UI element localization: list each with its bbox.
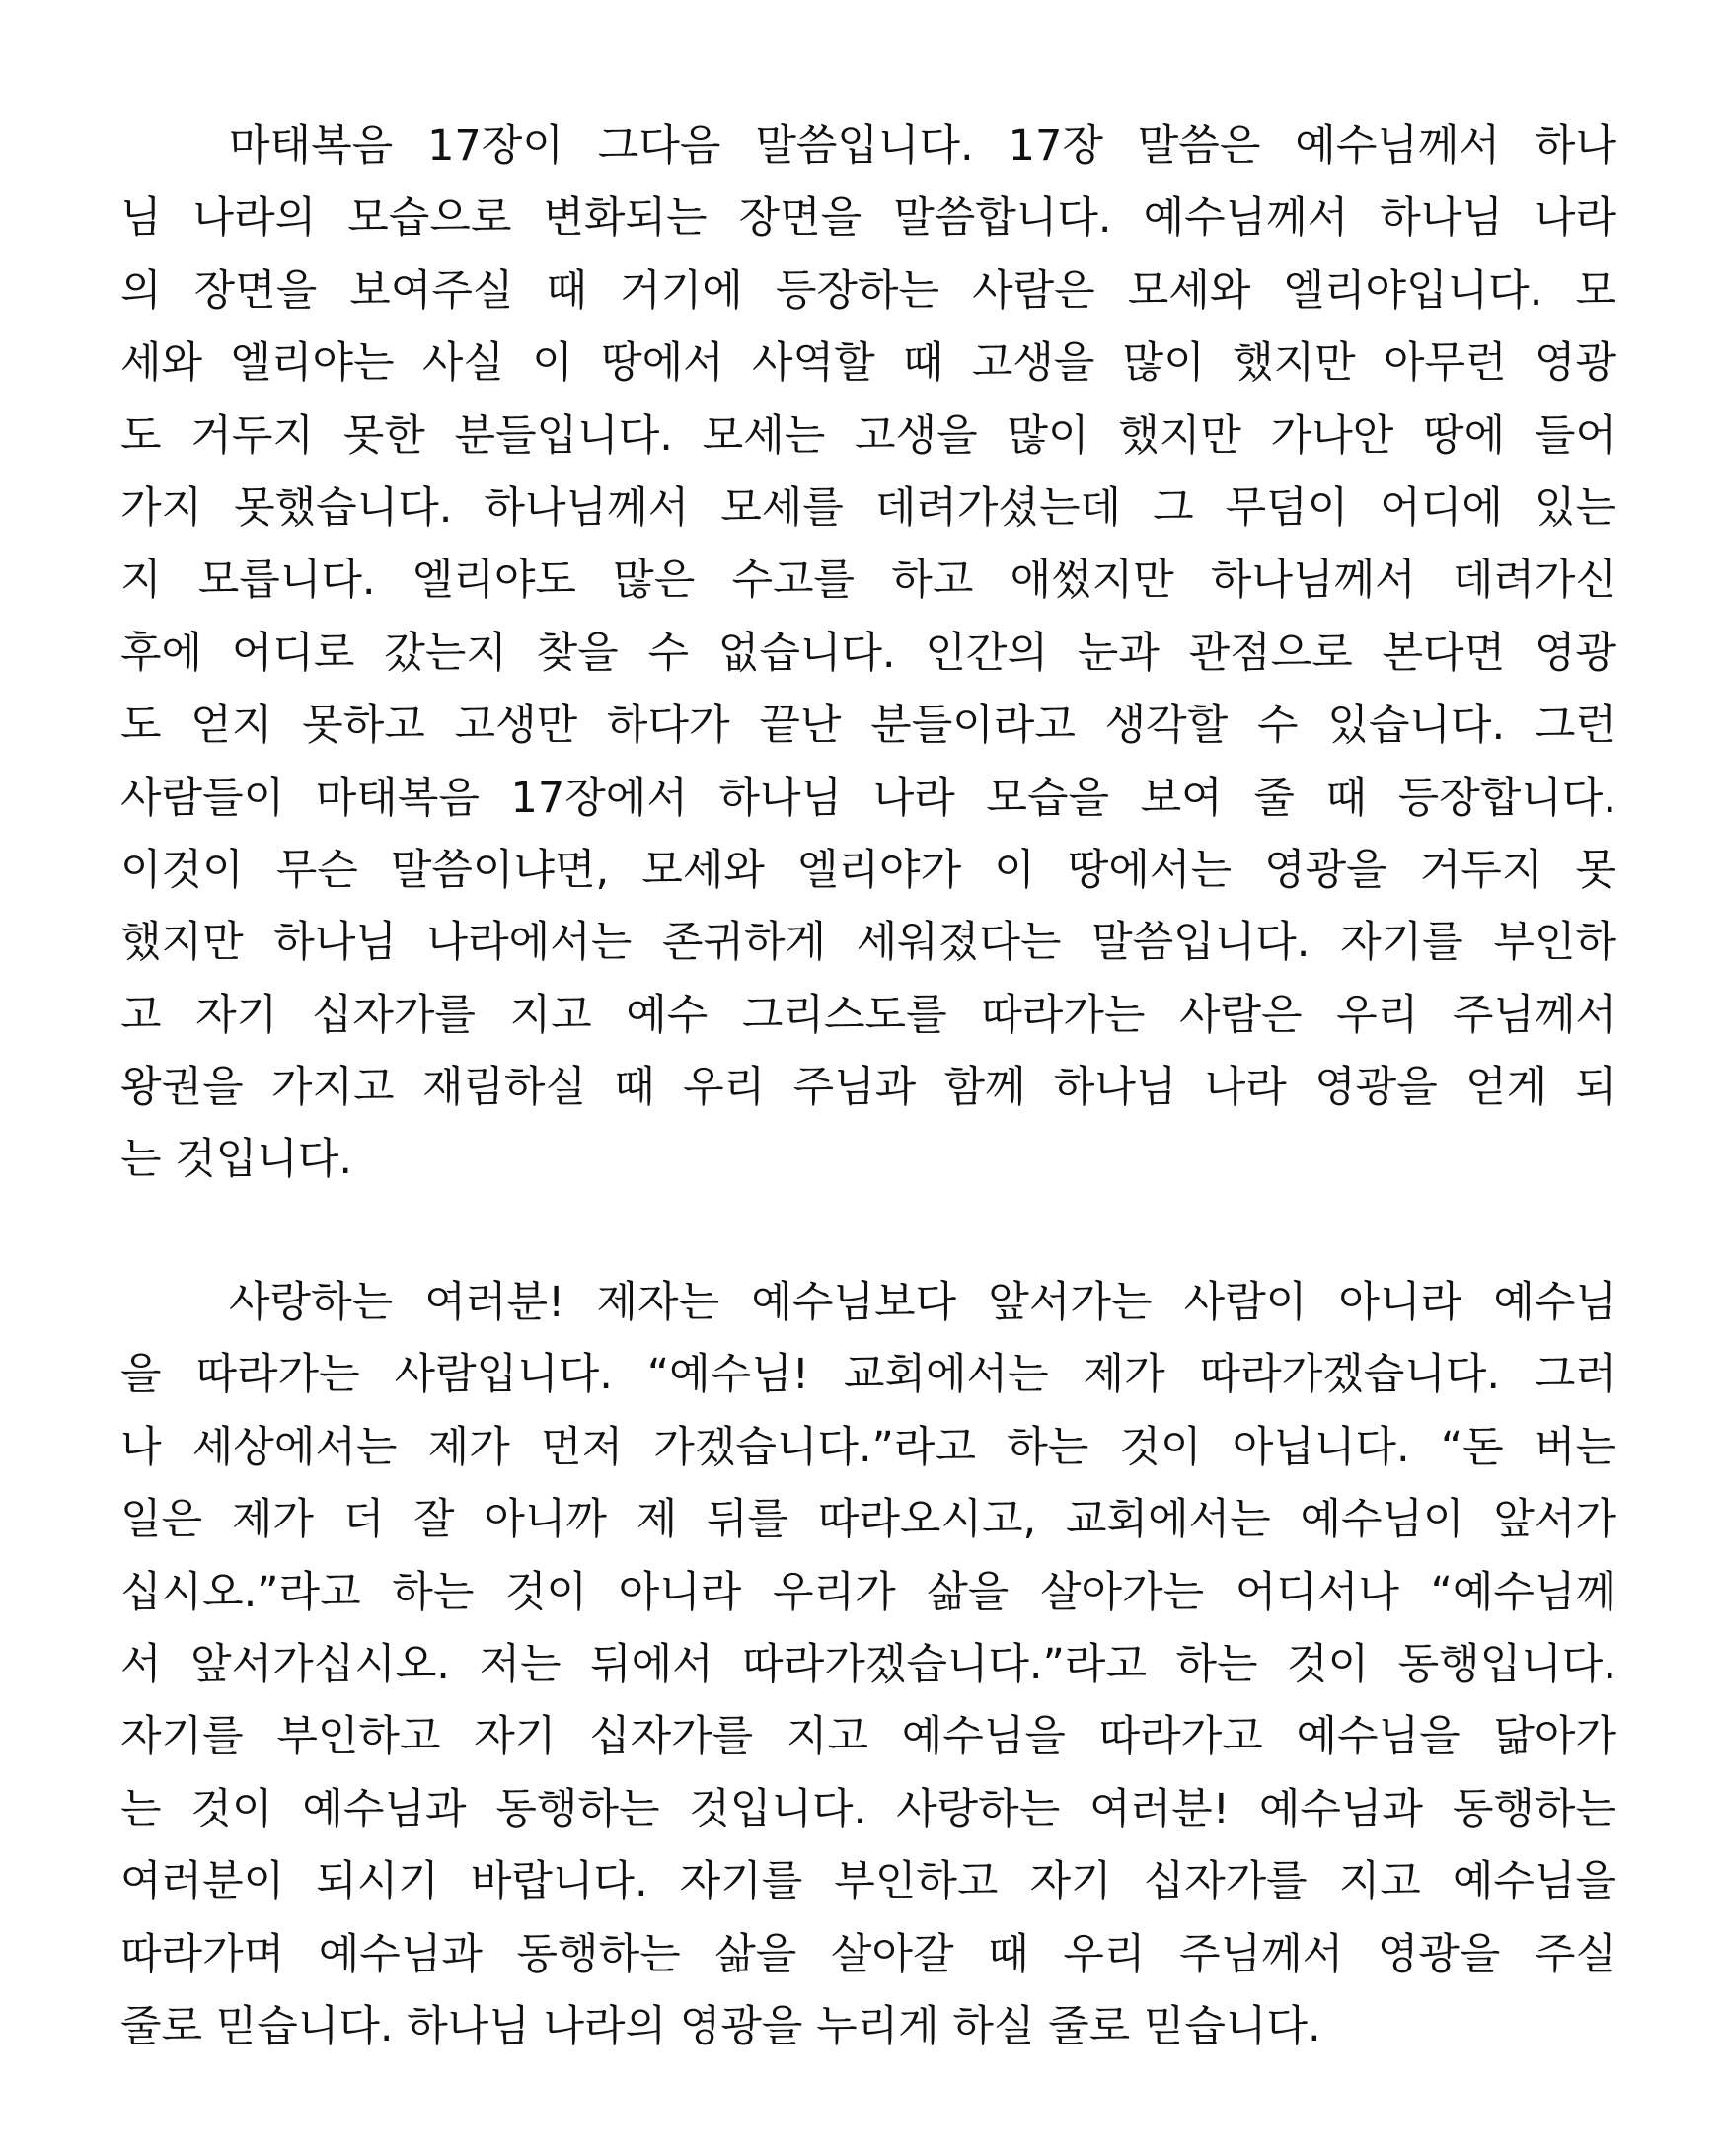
text-line: 님 나라의 모습으로 변화되는 장면을 말씀합니다. 예수님께서 하나님 나라 xyxy=(120,193,1616,244)
text-line: 왕권을 가지고 재림하실 때 우리 주님과 함께 하나님 나라 영광을 얻게 되 xyxy=(120,1063,1616,1113)
text-line: 사랑하는 여러분! 제자는 예수님보다 앞서가는 사람이 아니라 예수님 xyxy=(229,1278,1616,1327)
text-line: 마태복음 17장이 그다음 말씀입니다. 17장 말씀은 예수님께서 하나 xyxy=(229,121,1616,171)
text-line: 일은 제가 더 잘 아니까 제 뒤를 따라오시고, 교회에서는 예수님이 앞서가 xyxy=(120,1495,1616,1545)
text-line: 후에 어디로 갔는지 찾을 수 없습니다. 인간의 눈과 관점으로 본다면 영광 xyxy=(120,628,1616,678)
text-line: 는 것입니다. xyxy=(120,1135,353,1185)
paragraph-1 xyxy=(120,111,1616,1197)
text-line: 고 자기 십자가를 지고 예수 그리스도를 따라가는 사람은 우리 주님께서 xyxy=(120,990,1616,1040)
text-line: 을 따라가는 사람입니다. “예수님! 교회에서는 제가 따라가겠습니다. 그러 xyxy=(120,1350,1616,1400)
text-line: 도 거두지 못한 분들입니다. 모세는 고생을 많이 했지만 가나안 땅에 들어 xyxy=(120,410,1616,461)
text-line: 했지만 하나님 나라에서는 존귀하게 세워졌다는 말씀입니다. 자기를 부인하 xyxy=(120,918,1616,968)
text-line: 는 것이 예수님과 동행하는 것입니다. 사랑하는 여러분! 예수님과 동행하는 xyxy=(120,1784,1616,1834)
text-line: 의 장면을 보여주실 때 거기에 등장하는 사람은 모세와 엘리야입니다. 모 xyxy=(120,265,1616,316)
text-line: 세와 엘리야는 사실 이 땅에서 사역할 때 고생을 많이 했지만 아무런 영광 xyxy=(120,338,1616,389)
text-line: 여러분이 되시기 바랍니다. 자기를 부인하고 자기 십자가를 지고 예수님을 xyxy=(120,1857,1616,1907)
text-line: 따라가며 예수님과 동행하는 삶을 살아갈 때 우리 주님께서 영광을 주실 xyxy=(120,1929,1616,1979)
text-line: 가지 못했습니다. 하나님께서 모세를 데려가셨는데 그 무덤이 어디에 있는 xyxy=(120,483,1616,533)
text-line: 사람들이 마태복음 17장에서 하나님 나라 모습을 보여 줄 때 등장합니다. xyxy=(120,773,1616,823)
text-line: 나 세상에서는 제가 먼저 가겠습니다.”라고 하는 것이 아닙니다. “돈 버는 xyxy=(120,1422,1616,1472)
text-line: 지 모릅니다. 엘리야도 많은 수고를 하고 애썼지만 하나님께서 데려가신 xyxy=(120,556,1616,606)
text-line: 서 앞서가십시오. 저는 뒤에서 따라가겠습니다.”라고 하는 것이 동행입니다. xyxy=(120,1639,1616,1689)
paragraph-2 xyxy=(120,1267,1616,2063)
text-line: 줄로 믿습니다. 하나님 나라의 영광을 누리게 하실 줄로 믿습니다. xyxy=(120,2001,1321,2051)
text-line: 도 얻지 못하고 고생만 하다가 끝난 분들이라고 생각할 수 있습니다. 그런 xyxy=(120,701,1616,751)
text-line: 십시오.”라고 하는 것이 아니라 우리가 삶을 살아가는 어디서나 “예수님께 xyxy=(120,1567,1616,1617)
text-line: 자기를 부인하고 자기 십자가를 지고 예수님을 따라가고 예수님을 닮아가 xyxy=(120,1712,1616,1762)
text-line: 이것이 무슨 말씀이냐면, 모세와 엘리야가 이 땅에서는 영광을 거두지 못 xyxy=(120,845,1616,895)
